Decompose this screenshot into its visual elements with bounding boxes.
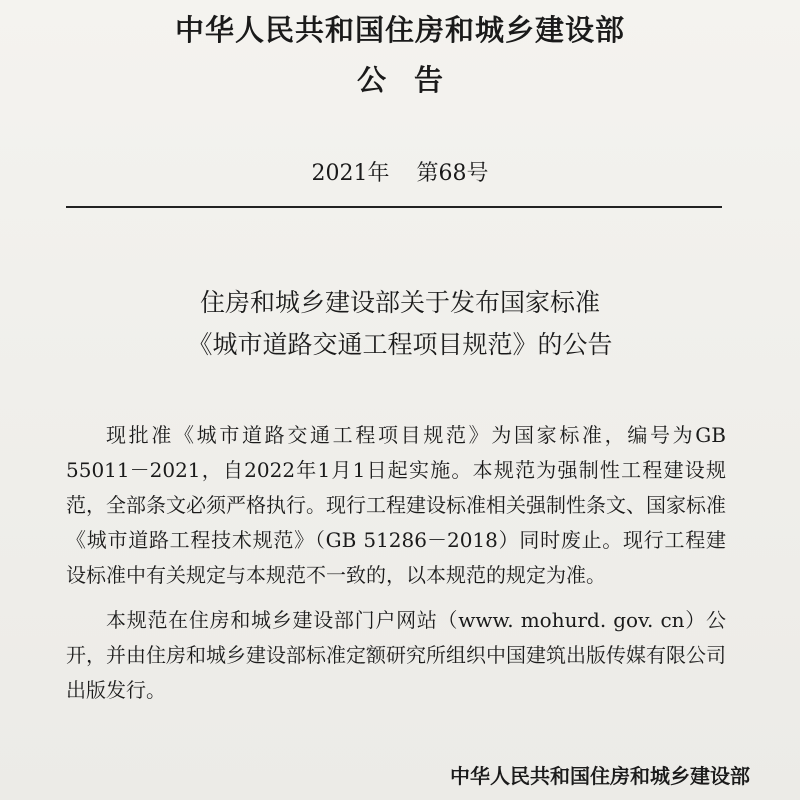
footer-signature: 中华人民共和国住房和城乡建设部 — [450, 764, 750, 788]
issuing-authority: 中华人民共和国住房和城乡建设部 — [174, 13, 625, 47]
announcement-body — [66, 418, 726, 718]
document-type: 公告 — [356, 63, 471, 97]
body-paragraph-2: 本规范在住房和城乡建设部门户网站（www. mohurd. gov. cn）公开，并由住房和城乡建设部标准定额研究所组织中国建筑出版传媒有限公司出版发行。 — [66, 608, 726, 702]
announcement-title — [0, 282, 800, 366]
title-line-1: 住房和城乡建设部关于发布国家标准 — [199, 288, 600, 317]
title-line-2: 《城市道路交通工程项目规范》的公告 — [187, 330, 613, 359]
header-divider — [66, 206, 722, 208]
body-paragraph-1: 现批准《城市道路交通工程项目规范》为国家标准，编号为GB 55011－2021，自2022年1月1日起实施。本规范为强制性工程建设规范，全部条文必须严格执行。现行工程建设标准相关强制性条文、国家标准《城市道路工程技术规范》（GB 51286－2018）同时废止。现行工程建设标准中有关规定与本规范不一致的，以本规范的规定为准。 — [66, 423, 726, 587]
issue-year: 2021年 — [311, 161, 390, 186]
issue-number: 第68号 — [416, 161, 489, 186]
issue-line — [0, 156, 800, 187]
